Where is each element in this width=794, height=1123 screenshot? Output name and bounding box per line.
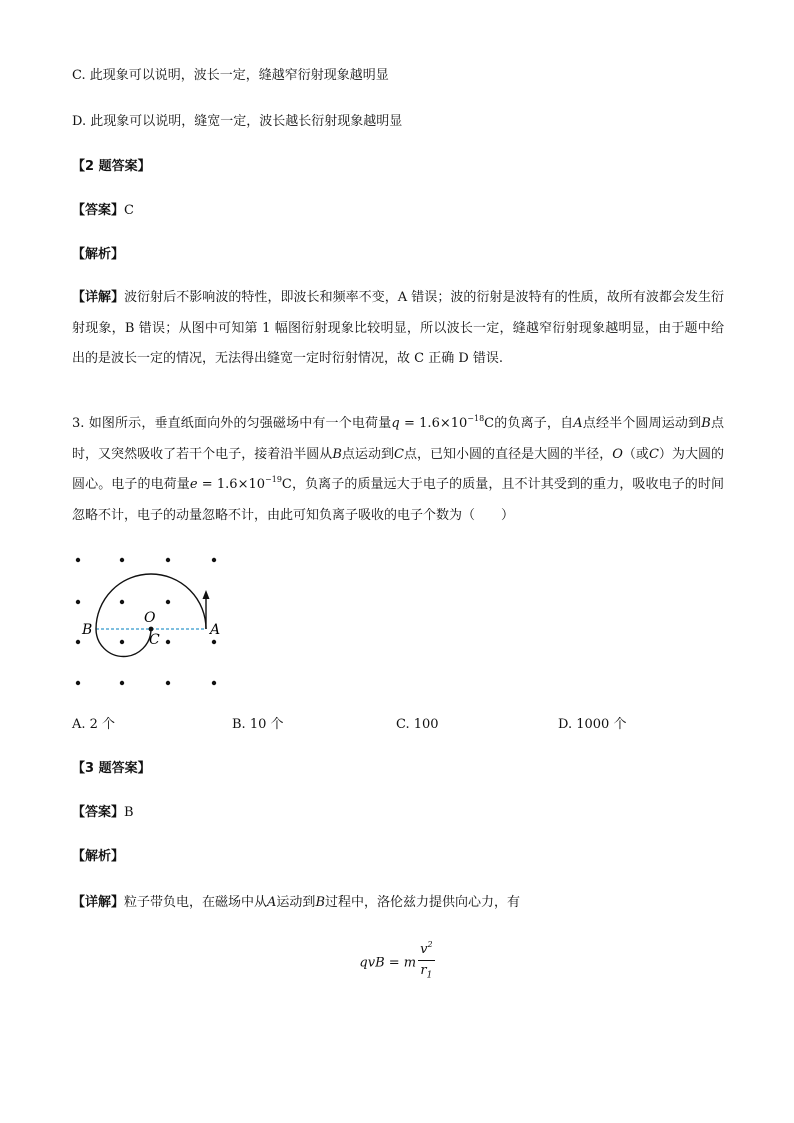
answer-tag: 【答案】: [72, 805, 125, 820]
q3-point: B: [332, 446, 342, 462]
detail-tag: 【详解】: [72, 895, 125, 910]
lorentz-force-formula: [0, 940, 794, 986]
q3-e-value: = 1.6×10: [197, 477, 266, 492]
q3-text: 点，已知小圆的直径是大圆的半径，: [403, 446, 613, 462]
q3-analysis-tag: 【解析】: [72, 849, 125, 864]
formula-denominator-subscript: 1: [426, 970, 433, 981]
option-d: D. 1000 个: [558, 717, 627, 732]
option-c: C. 100: [396, 717, 439, 732]
detail-tag: 【详解】: [72, 290, 125, 305]
q3-e-exponent: −19: [265, 475, 282, 484]
answer-tag: 【答案】: [72, 203, 125, 218]
q3-point: B: [315, 895, 325, 910]
detail-text: 粒子带负电，在磁场中从: [124, 895, 268, 910]
q3-point: A: [573, 416, 583, 431]
formula-numerator: [418, 940, 434, 961]
q3-text: 点时，又突然吸收了若干个电子，接着沿半圆从: [72, 416, 724, 462]
q2-answer: [72, 201, 134, 221]
q3-text: （或: [622, 446, 649, 462]
formula-lhs: qvB = m: [359, 955, 417, 971]
q3-detail: [72, 893, 520, 913]
q3-q-exponent: −18: [467, 414, 485, 423]
q3-point: C: [393, 446, 404, 462]
q3-text: 3. 如图所示，垂直纸面向外的匀强磁场中有一个电荷量: [72, 416, 392, 431]
answer-value: C: [124, 203, 134, 218]
answer-value: B: [124, 805, 134, 820]
q2-answer-header: 【2 题答案】: [72, 159, 151, 174]
q2-detail: [72, 283, 724, 375]
label-o: O: [144, 610, 156, 626]
magnetic-field-figure: [64, 552, 234, 692]
q3-q-value: = 1.6×10: [399, 416, 468, 431]
formula-numerator-exponent: 2: [427, 940, 433, 949]
center-point: [149, 627, 154, 632]
q3-q-symbol: q: [391, 416, 400, 431]
label-b: B: [82, 622, 93, 638]
q3-text: 点运动到: [341, 446, 394, 462]
detail-text: 过程中，洛伦兹力提供向心力，有: [325, 895, 521, 910]
q3-point: B: [701, 416, 711, 431]
q3-text: ）为大圆的圆心。电子的电荷量: [72, 446, 724, 492]
option-c-previous: C. 此现象可以说明，波长一定，缝越窄衍射现象越明显: [72, 68, 389, 83]
q3-text: ，负离子的质量远大于电子的质量，且不计其受到的重力，吸收电子的时间忽略不计，电子的动量忽略不计，由此可知负离子吸收的电子个数为（ ）: [72, 477, 724, 523]
option-a: A. 2 个: [72, 717, 116, 732]
formula-fraction: [418, 940, 434, 986]
label-c: C: [149, 632, 160, 648]
q3-point: C: [648, 446, 659, 462]
q3-text: 点经半个圆周运动到: [582, 416, 702, 431]
detail-text: 运动到: [276, 895, 316, 910]
q3-answer: [72, 803, 134, 823]
q3-answer-header: 【3 题答案】: [72, 761, 151, 776]
formula-denominator: [418, 961, 434, 986]
option-d-previous: D. 此现象可以说明，缝宽一定，波长越长衍射现象越明显: [72, 114, 403, 129]
option-b: B. 10 个: [232, 717, 284, 732]
q3-e-symbol: e: [189, 477, 198, 492]
q3-q-unit: C: [484, 416, 495, 431]
formula-numerator-base: v: [420, 942, 428, 957]
q3-point: O: [612, 446, 623, 462]
label-a: A: [210, 622, 221, 638]
q3-stem: [72, 409, 724, 531]
velocity-arrow-icon: [203, 590, 210, 599]
q2-analysis-tag: 【解析】: [72, 247, 125, 262]
q3-e-unit: C: [281, 477, 292, 492]
detail-text: 波衍射后不影响波的特性，即波长和频率不变，A 错误；波的衍射是波特有的性质，故所有波都会发生衍射现象，B 错误；从图中可知第 1 幅图衍射现象比较明显，所以波长一定，缝越窄衍射现象越明显，由于题中给出的是波长一定的情况，无法得出缝宽一定时衍射情况，故 C 正确 D 错误.: [72, 290, 724, 366]
q3-text: 的负离子，自: [494, 416, 574, 431]
formula-denominator-base: r: [420, 963, 427, 978]
q3-point: A: [267, 895, 277, 910]
